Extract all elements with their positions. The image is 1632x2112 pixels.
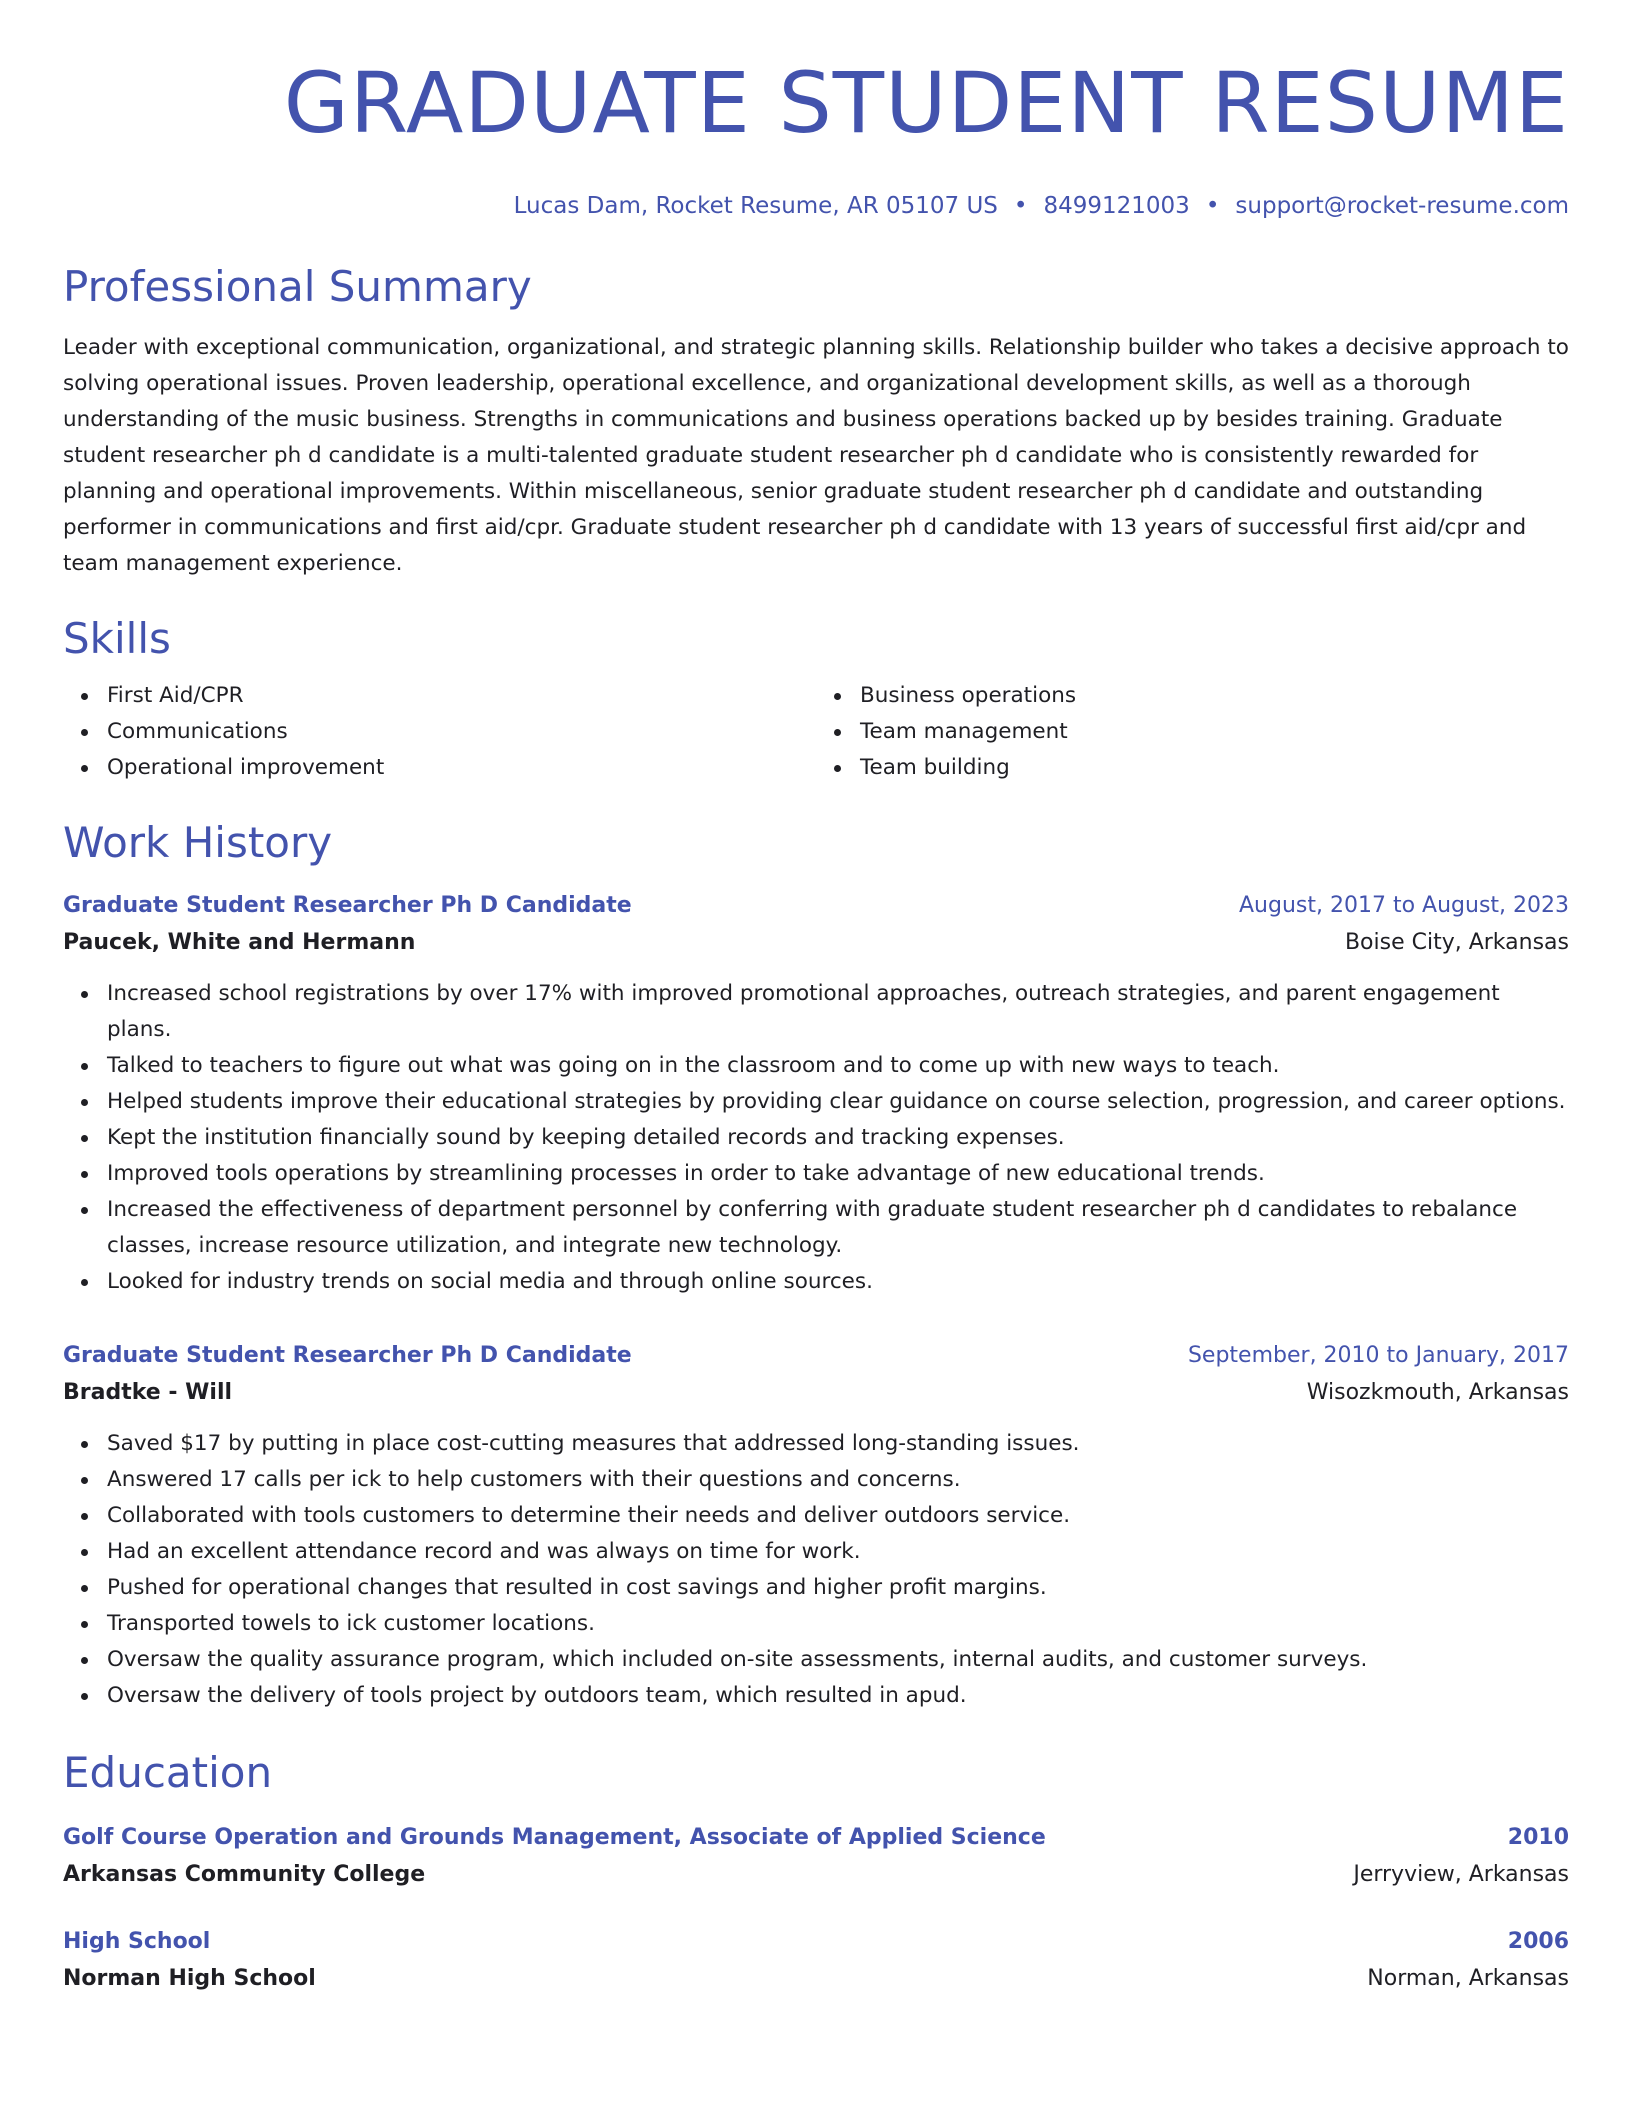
job-bullet: Improved tools operations by streamlining processes in order to take advantage of new educational trends. [107, 1156, 1569, 1192]
resume-title: GRADUATE STUDENT RESUME [283, 54, 1569, 152]
summary-heading: Professional Summary [63, 262, 532, 311]
job-entry [63, 1338, 1569, 1714]
work-history-heading: Work History [63, 818, 333, 867]
job-dates: September, 2010 to January, 2017 [1187, 1343, 1569, 1368]
job-bullet: Oversaw the delivery of tools project by outdoors team, which resulted in apud. [107, 1678, 1569, 1714]
contact-separator: • [1013, 193, 1028, 219]
education-degree: Golf Course Operation and Grounds Management, Associate of Applied Science [63, 1825, 1046, 1850]
job-entry [63, 888, 1569, 1300]
job-bullet: Answered 17 calls per ick to help customers with their questions and concerns. [107, 1462, 1569, 1498]
job-company: Paucek, White and Hermann [63, 930, 416, 955]
job-location: Wisozkmouth, Arkansas [1306, 1380, 1569, 1405]
education-degree: High School [63, 1929, 211, 1954]
job-company-row [63, 924, 1569, 962]
education-header-row [63, 1924, 1569, 1960]
education-entry [63, 1820, 1569, 1894]
education-school: Arkansas Community College [63, 1862, 426, 1887]
summary-text: Leader with exceptional communication, organizational, and strategic planning skills. Relationship builder who takes a decisive approach to solving operational issues. Proven leadership, operational excellence, and organizational development skills, as well as a thorough understanding of the music business. Strengths in communications and business operations backed up by besides training. Graduate student researcher ph d candidate is a multi-talented graduate student researcher ph d candidate who is consistently rewarded for planning and operational improvements. Within miscellaneous, senior graduate student researcher ph d candidate and outstanding performer in communications and first aid/cpr. Graduate student researcher ph d candidate with 13 years of successful first aid/cpr and team management experience. [63, 335, 1569, 576]
contact-email: support@rocket-resume.com [1235, 193, 1569, 219]
education-year: 2010 [1507, 1825, 1569, 1850]
skill-item: Operational improvement [107, 750, 816, 786]
education-location: Jerryview, Arkansas [1353, 1862, 1569, 1887]
education-heading: Education [63, 1748, 273, 1797]
skills-list [63, 678, 1569, 786]
job-bullets [63, 976, 1569, 1300]
job-bullet: Saved $17 by putting in place cost-cutting measures that addressed long-standing issues. [107, 1426, 1569, 1462]
job-header-row [63, 1338, 1569, 1374]
job-title: Graduate Student Researcher Ph D Candidate [63, 893, 632, 918]
skill-item: First Aid/CPR [107, 678, 816, 714]
job-bullet: Looked for industry trends on social media and through online sources. [107, 1264, 1569, 1300]
job-company-row [63, 1374, 1569, 1412]
skills-heading: Skills [63, 614, 171, 663]
job-bullet: Talked to teachers to figure out what was going on in the classroom and to come up with new ways to teach. [107, 1048, 1569, 1084]
skill-item: Team management [860, 714, 1569, 750]
contact-separator: • [1205, 193, 1220, 219]
job-bullets [63, 1426, 1569, 1714]
job-bullet: Pushed for operational changes that resulted in cost savings and higher profit margins. [107, 1570, 1569, 1606]
education-school-row [63, 1856, 1569, 1894]
contact-address: Lucas Dam, Rocket Resume, AR 05107 US [513, 193, 998, 219]
education-header-row [63, 1820, 1569, 1856]
education-school: Norman High School [63, 1966, 316, 1991]
contact-phone: 8499121003 [1043, 193, 1190, 219]
job-bullet: Had an excellent attendance record and was always on time for work. [107, 1534, 1569, 1570]
job-title: Graduate Student Researcher Ph D Candidate [63, 1343, 632, 1368]
job-bullet: Increased the effectiveness of department personnel by conferring with graduate student researcher ph d candidates to rebalance classes, increase resource utilization, and integrate new technology. [107, 1192, 1569, 1264]
job-bullet: Helped students improve their educational strategies by providing clear guidance on course selection, progression, and career options. [107, 1084, 1569, 1120]
education-entry [63, 1924, 1569, 1998]
job-header-row [63, 888, 1569, 924]
education-school-row [63, 1960, 1569, 1998]
job-bullet: Kept the institution financially sound by keeping detailed records and tracking expenses. [107, 1120, 1569, 1156]
job-dates: August, 2017 to August, 2023 [1239, 893, 1569, 918]
skill-item: Team building [860, 750, 1569, 786]
job-bullet: Oversaw the quality assurance program, which included on-site assessments, internal audits, and customer surveys. [107, 1642, 1569, 1678]
skill-item: Business operations [860, 678, 1569, 714]
contact-line [63, 190, 1569, 222]
job-location: Boise City, Arkansas [1344, 930, 1569, 955]
job-bullet: Collaborated with tools customers to determine their needs and deliver outdoors service. [107, 1498, 1569, 1534]
skill-item: Communications [107, 714, 816, 750]
education-year: 2006 [1507, 1929, 1569, 1954]
job-bullet: Increased school registrations by over 17% with improved promotional approaches, outreach strategies, and parent engagement plans. [107, 976, 1569, 1048]
education-location: Norman, Arkansas [1367, 1966, 1569, 1991]
job-company: Bradtke - Will [63, 1380, 233, 1405]
skills-column-left [63, 678, 816, 786]
skills-column-right [816, 678, 1569, 786]
job-bullet: Transported towels to ick customer locations. [107, 1606, 1569, 1642]
